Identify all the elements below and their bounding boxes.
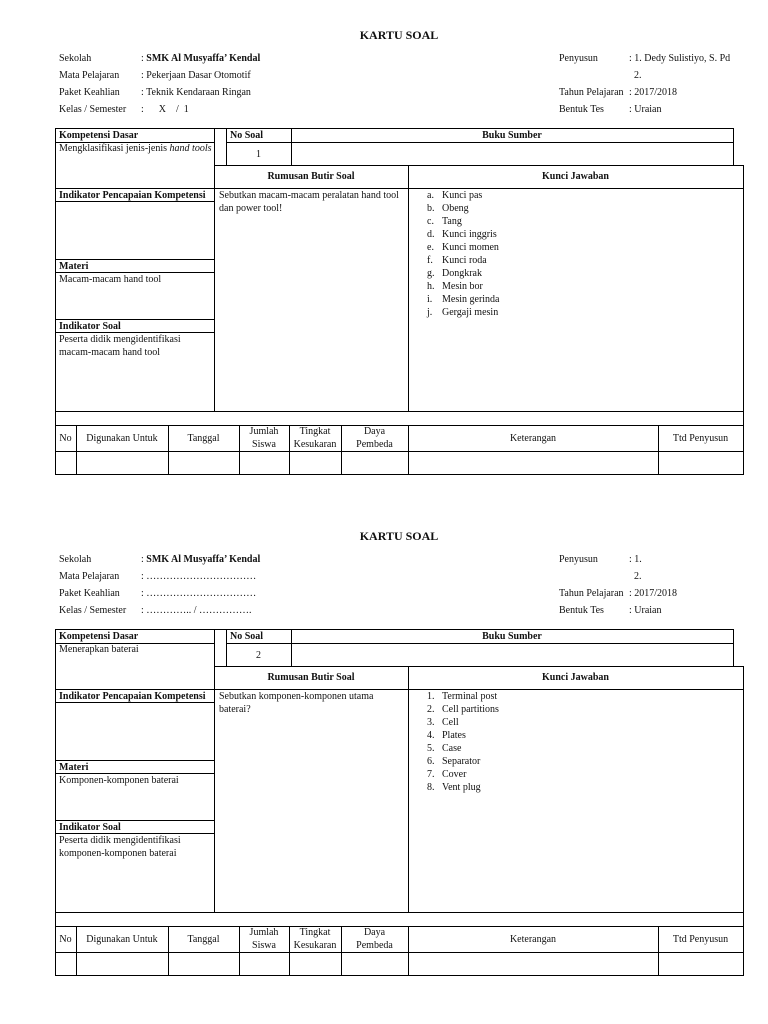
kd-label: Kompetensi Dasar bbox=[59, 631, 139, 642]
col-tanggal: Tanggal bbox=[187, 934, 220, 945]
answer-item: f. Kunci roda bbox=[427, 255, 487, 266]
bentuk-label: Bentuk Tes bbox=[559, 104, 604, 115]
sekolah-value: : SMK Al Musyaffa’ Kendal bbox=[141, 554, 261, 565]
soal-text: Sebutkan macam-macam peralatan hand tool dan power tool! bbox=[219, 190, 399, 214]
kelas-label: Kelas / Semester bbox=[59, 104, 127, 115]
answer-item: 4. Plates bbox=[427, 730, 466, 741]
bentuk-label: Bentuk Tes bbox=[559, 605, 604, 616]
col-no: No bbox=[59, 934, 72, 945]
ipk-label: Indikator Pencapaian Kompetensi bbox=[59, 691, 206, 702]
answer-list bbox=[427, 189, 500, 319]
col-tanggal: Tanggal bbox=[187, 433, 220, 444]
card-title: KARTU SOAL bbox=[359, 28, 439, 42]
answer-item: e. Kunci momen bbox=[427, 242, 499, 253]
kelas-label: Kelas / Semester bbox=[59, 605, 127, 616]
col-keterangan: Keterangan bbox=[509, 433, 557, 444]
indikator-value: Peserta didik mengidentifikasi macam-macam hand tool bbox=[59, 334, 181, 358]
mapel-label: Mata Pelajaran bbox=[59, 70, 120, 81]
answer-item: b. Obeng bbox=[427, 203, 469, 214]
materi-value: Komponen-komponen baterai bbox=[59, 775, 179, 786]
answer-item: i. Mesin gerinda bbox=[427, 294, 500, 305]
ipk-label: Indikator Pencapaian Kompetensi bbox=[59, 190, 206, 201]
col-digunakan: Digunakan Untuk bbox=[86, 934, 158, 945]
paket-label: Paket Keahlian bbox=[59, 588, 120, 599]
penyusun-label: Penyusun bbox=[559, 53, 598, 64]
answer-item: h. Mesin bor bbox=[427, 281, 483, 292]
answer-item: a. Kunci pas bbox=[427, 190, 483, 201]
answer-item: 6. Separator bbox=[427, 756, 481, 767]
materi-value: Macam-macam hand tool bbox=[59, 274, 162, 285]
col-keterangan: Keterangan bbox=[509, 934, 557, 945]
tahun-value: : 2017/2018 bbox=[629, 87, 678, 98]
tahun-label: Tahun Pelajaran bbox=[559, 588, 624, 599]
sekolah-label: Sekolah bbox=[59, 53, 92, 64]
answer-item: 8. Vent plug bbox=[427, 782, 481, 793]
mapel-value: : …………………………… bbox=[141, 571, 257, 582]
answer-item: j. Gergaji mesin bbox=[427, 307, 499, 318]
mapel-label: Mata Pelajaran bbox=[59, 571, 120, 582]
col-daya-pembeda: Daya Pembeda bbox=[356, 927, 393, 951]
sekolah-label: Sekolah bbox=[59, 554, 92, 565]
paket-value: : Teknik Kendaraan Ringan bbox=[141, 87, 251, 98]
col-jumlah-siswa: Jumlah Siswa bbox=[249, 927, 279, 951]
answer-item: c. Tang bbox=[427, 216, 462, 227]
no-soal-label: No Soal bbox=[230, 130, 264, 141]
penyusun-label: Penyusun bbox=[559, 554, 598, 565]
penyusun-value-2: 2. bbox=[634, 70, 642, 81]
col-jumlah-siswa: Jumlah Siswa bbox=[249, 426, 279, 450]
kartu-soal-card-2 bbox=[0, 501, 768, 1001]
kd-value: Menerapkan baterai bbox=[59, 644, 139, 655]
penyusun-value-1: : 1. Dedy Sulistiyo, S. Pd bbox=[629, 53, 731, 64]
paket-label: Paket Keahlian bbox=[59, 87, 120, 98]
answer-list bbox=[427, 690, 499, 794]
col-ttd: Ttd Penyusun bbox=[672, 934, 729, 945]
materi-label: Materi bbox=[59, 762, 89, 773]
mapel-value: : Pekerjaan Dasar Otomotif bbox=[141, 70, 251, 81]
tahun-label: Tahun Pelajaran bbox=[559, 87, 624, 98]
paket-value: : …………………………… bbox=[141, 588, 257, 599]
answer-item: 2. Cell partitions bbox=[427, 704, 499, 715]
kunci-label: Kunci Jawaban bbox=[542, 672, 609, 683]
materi-label: Materi bbox=[59, 261, 89, 272]
kelas-value: : X / 1 bbox=[141, 104, 189, 115]
penyusun-value-1: : 1. bbox=[629, 554, 642, 565]
answer-item: 7. Cover bbox=[427, 769, 467, 780]
no-soal-value: 2 bbox=[256, 650, 261, 661]
soal-text: Sebutkan komponen-komponen utama baterai? bbox=[219, 691, 374, 715]
col-tingkat-kesukaran: Tingkat Kesukaran bbox=[293, 927, 337, 951]
col-ttd: Ttd Penyusun bbox=[672, 433, 729, 444]
col-tingkat-kesukaran: Tingkat Kesukaran bbox=[293, 426, 337, 450]
col-digunakan: Digunakan Untuk bbox=[86, 433, 158, 444]
kunci-label: Kunci Jawaban bbox=[542, 171, 609, 182]
tahun-value: : 2017/2018 bbox=[629, 588, 678, 599]
indikator-label: Indikator Soal bbox=[59, 822, 121, 833]
penyusun-value-2: 2. bbox=[634, 571, 642, 582]
answer-item: d. Kunci inggris bbox=[427, 229, 497, 240]
buku-sumber-label: Buku Sumber bbox=[482, 631, 542, 642]
rumusan-label: Rumusan Butir Soal bbox=[267, 171, 355, 182]
card-title: KARTU SOAL bbox=[359, 529, 439, 543]
kartu-soal-card-1 bbox=[0, 0, 768, 500]
buku-sumber-label: Buku Sumber bbox=[482, 130, 542, 141]
answer-item: 3. Cell bbox=[427, 717, 459, 728]
sekolah-value: : SMK Al Musyaffa’ Kendal bbox=[141, 53, 261, 64]
bentuk-value: : Uraian bbox=[629, 605, 662, 616]
indikator-label: Indikator Soal bbox=[59, 321, 121, 332]
kd-label: Kompetensi Dasar bbox=[59, 130, 139, 141]
kd-value: Mengklasifikasi jenis-jenis hand tools bbox=[59, 143, 212, 154]
rumusan-label: Rumusan Butir Soal bbox=[267, 672, 355, 683]
answer-item: 5. Case bbox=[427, 743, 462, 754]
no-soal-label: No Soal bbox=[230, 631, 264, 642]
answer-item: 1. Terminal post bbox=[427, 691, 498, 702]
kelas-value: : ………….. / ……………. bbox=[141, 605, 252, 616]
indikator-value: Peserta didik mengidentifikasi komponen-komponen baterai bbox=[59, 835, 181, 859]
bentuk-value: : Uraian bbox=[629, 104, 662, 115]
no-soal-value: 1 bbox=[256, 149, 261, 160]
col-no: No bbox=[59, 433, 72, 444]
answer-item: g. Dongkrak bbox=[427, 268, 482, 279]
col-daya-pembeda: Daya Pembeda bbox=[356, 426, 393, 450]
